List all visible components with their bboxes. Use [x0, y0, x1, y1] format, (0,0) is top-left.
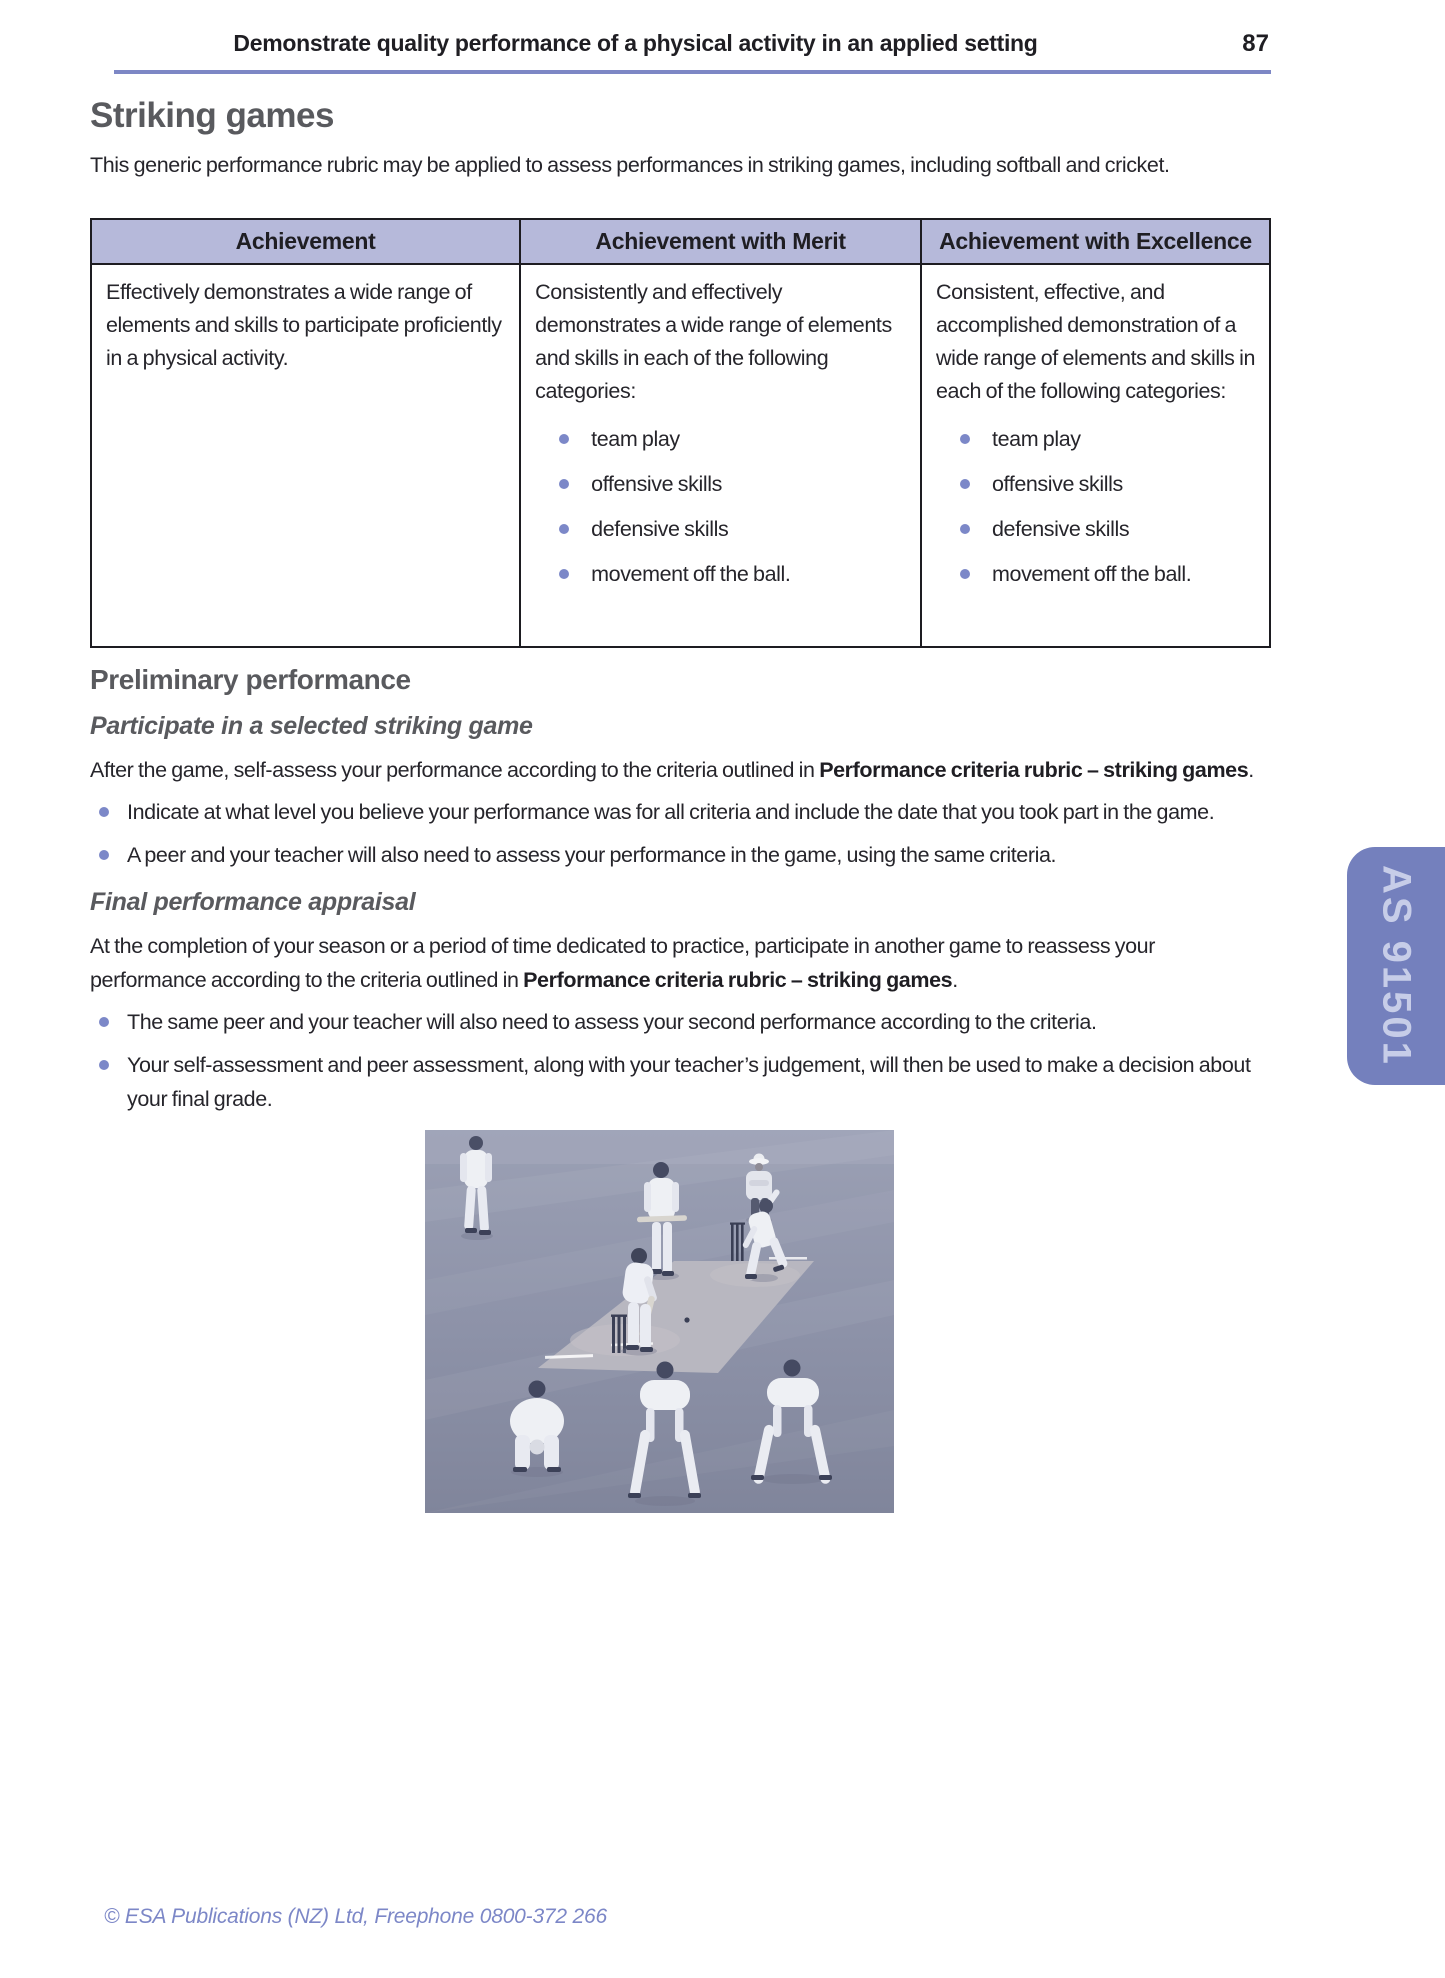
preliminary-bullet-list	[90, 795, 1271, 872]
bullet-item	[936, 513, 1255, 546]
bullet-text: offensive skills	[992, 472, 1123, 496]
preliminary-performance-heading: Preliminary performance	[90, 664, 411, 695]
column-header-merit: Achievement with Merit	[520, 219, 921, 264]
bullet-dot	[559, 569, 569, 579]
merit-bullet-list	[535, 423, 906, 591]
bullet-text: team play	[992, 427, 1081, 451]
cricket-photo-image	[425, 1130, 894, 1513]
bullet-text: defensive skills	[992, 517, 1130, 541]
standard-tab-label: AS 91501	[1374, 865, 1419, 1067]
page-content	[90, 0, 1271, 1513]
rubric-header-row	[91, 219, 1270, 264]
rubric-body-row	[91, 264, 1270, 647]
bullet-text: movement off the ball.	[992, 562, 1192, 586]
bullet-text: Indicate at what level you believe your performance was for all criteria and include the date that you took part in the game.	[127, 800, 1215, 824]
page-number: 87	[1242, 30, 1269, 57]
performance-rubric-table	[90, 218, 1271, 648]
preliminary-paragraph	[90, 753, 1271, 787]
column-header-achievement: Achievement	[91, 219, 520, 264]
paragraph-text: After the game, self-assess your performance according to the criteria outlined in	[90, 758, 820, 782]
striker-end-wickets	[611, 1315, 627, 1354]
bullet-dot	[99, 850, 109, 860]
cricket-photo	[425, 1130, 894, 1513]
bullet-dot	[960, 434, 970, 444]
bullet-item	[535, 513, 906, 546]
batting-helmet	[631, 1248, 647, 1264]
bullet-text: team play	[591, 427, 680, 451]
bullet-text: The same peer and your teacher will also need to assess your second performance according to the criteria.	[127, 1010, 1097, 1034]
bullet-item	[90, 838, 1271, 872]
cell-merit	[520, 264, 921, 647]
header-rule	[114, 70, 1271, 74]
bullet-text: Your self-assessment and peer assessment, along with your teacher’s judgement, will then be used to make a decision about your final grade.	[127, 1053, 1251, 1111]
bullet-dot	[960, 569, 970, 579]
participate-subheading: Participate in a selected striking game	[90, 712, 533, 740]
final-appraisal-subheading: Final performance appraisal	[90, 888, 416, 916]
running-header-title: Demonstrate quality performance of a physical activity in an applied setting	[233, 30, 1038, 56]
keeper-gloves	[530, 1440, 545, 1455]
bullet-dot	[99, 1017, 109, 1027]
bullet-item	[535, 558, 906, 591]
excellence-bullet-list	[936, 423, 1255, 591]
bullet-dot	[559, 479, 569, 489]
cell-achievement	[91, 264, 520, 647]
page-title: Striking games	[90, 96, 334, 135]
footer-copyright: © ESA Publications (NZ) Ltd, Freephone 0800-372 266	[104, 1905, 607, 1928]
paragraph-text: At the completion of your season or a period of time dedicated to practice, participate in another game to reassess your performance according to the criteria outlined in	[90, 934, 1155, 992]
final-bullet-list	[90, 1005, 1271, 1116]
bullet-item	[535, 468, 906, 501]
paragraph-text: .	[952, 968, 958, 992]
paragraph-bold-text: Performance criteria rubric – striking games	[523, 968, 953, 992]
paragraph-bold-text: Performance criteria rubric – striking games	[819, 758, 1249, 782]
bullet-text: movement off the ball.	[591, 562, 791, 586]
cell-achievement-text: Effectively demonstrates a wide range of elements and skills to participate proficiently in a physical activity.	[106, 280, 502, 370]
bullet-text: defensive skills	[591, 517, 729, 541]
column-header-excellence: Achievement with Excellence	[921, 219, 1270, 264]
bullet-dot	[559, 434, 569, 444]
bullet-dot	[559, 524, 569, 534]
bullet-item	[90, 1005, 1271, 1039]
cell-merit-text: Consistently and effectively demonstrates a wide range of elements and skills in each of the following categories:	[535, 280, 892, 403]
cricket-ball	[684, 1317, 689, 1322]
bullet-dot	[960, 524, 970, 534]
bullet-item	[936, 558, 1255, 591]
cell-excellence-text: Consistent, effective, and accomplished demonstration of a wide range of elements and skills in each of the following categories:	[936, 280, 1256, 403]
bullet-item	[90, 1048, 1271, 1116]
bullet-item	[90, 795, 1271, 829]
bullet-item	[936, 423, 1255, 456]
bullet-text: A peer and your teacher will also need to assess your performance in the game, using the same criteria.	[127, 843, 1057, 867]
intro-paragraph: This generic performance rubric may be applied to assess performances in striking games, including softball and cricket.	[90, 153, 1170, 177]
bowler-end-wickets	[730, 1223, 745, 1262]
running-header	[90, 0, 1271, 74]
standard-tab	[1347, 847, 1445, 1085]
final-paragraph	[90, 929, 1271, 997]
bullet-dot	[960, 479, 970, 489]
bullet-text: offensive skills	[591, 472, 722, 496]
bullet-item	[535, 423, 906, 456]
bullet-dot	[99, 1060, 109, 1070]
cell-excellence	[921, 264, 1270, 647]
paragraph-text: .	[1248, 758, 1254, 782]
bullet-dot	[99, 807, 109, 817]
bullet-item	[936, 468, 1255, 501]
